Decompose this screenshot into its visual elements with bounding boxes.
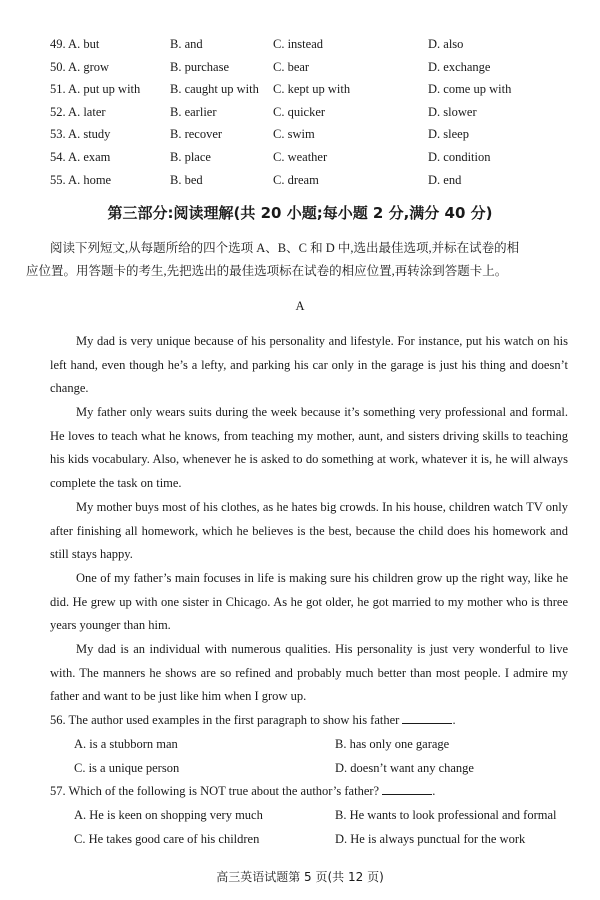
choice-d: D. doesn’t want any change [335, 761, 474, 775]
option-d: D. also [428, 37, 464, 51]
passage-paragraph: My dad is an individual with numerous qualities. His personality is just very wonderful to live with. The manners he shows are so refined and probably much better than most people. I admire my father and want to be just like him when I grow up. [50, 642, 568, 703]
instructions-line: 阅读下列短文,从每题所给的四个选项 A、B、C 和 D 中,选出最佳选项,并标在试卷的相 [50, 241, 520, 255]
option-b: B. place [170, 150, 211, 164]
option-b: B. bed [170, 173, 203, 187]
option-b: B. purchase [170, 60, 230, 74]
choice-a: A. He is keen on shopping very much [74, 808, 263, 822]
option-d: D. exchange [428, 60, 491, 74]
question-stem: 57. Which of the following is NOT true about the author’s father? [50, 784, 380, 798]
choice-b: B. He wants to look professional and formal [335, 808, 557, 822]
passage-paragraph: My mother buys most of his clothes, as he hates big crowds. In his house, children watch TV only after finishing all homework, which he believes is the best, because the child does his homework and still stays happy. [50, 500, 568, 561]
option-c: C. bear [273, 60, 310, 74]
option-row [0, 79, 600, 99]
passage-paragraph: One of my father’s main focuses in life is making sure his children grow up the right way, like he did. He grew up with one sister in Chicago. As he got older, he got married to my mother who is three years younger than him. [50, 571, 568, 632]
answer-blank [382, 782, 432, 795]
choice-a: A. is a stubborn man [74, 737, 178, 751]
option-b: B. recover [170, 127, 223, 141]
option-c: C. dream [273, 173, 319, 187]
question-57: 57. Which of the following is NOT true about the author’s father? . [50, 784, 436, 798]
option-b: B. caught up with [170, 82, 259, 96]
option-row [0, 124, 600, 144]
option-a: 54. A. exam [50, 150, 111, 164]
option-c: C. kept up with [273, 82, 351, 96]
option-b: B. and [170, 37, 203, 51]
option-a: 55. A. home [50, 173, 112, 187]
option-c: C. instead [273, 37, 323, 51]
option-a: 51. A. put up with [50, 82, 141, 96]
option-a: 52. A. later [50, 105, 106, 119]
option-a: 50. A. grow [50, 60, 110, 74]
instructions-line: 应位置。用答题卡的考生,先把选出的最佳选项标在试卷的相应位置,再转涂到答题卡上。 [26, 264, 508, 278]
option-row [0, 34, 600, 54]
answer-blank [402, 711, 452, 724]
option-a: 53. A. study [50, 127, 111, 141]
section-title: 第三部分:阅读理解(共 20 小题;每小题 2 分,满分 40 分) [107, 204, 493, 222]
option-row [0, 147, 600, 167]
passage-paragraph: My father only wears suits during the week because it’s something very professional and formal. He loves to teach what he knows, from teaching my mother, aunt, and sisters driving skills to teaching his kids vocabulary. Also, whenever he is asked to do something at work, whatever it is, he will always complete the task on time. [50, 405, 568, 490]
option-c: C. weather [273, 150, 328, 164]
option-d: D. slower [428, 105, 477, 119]
question-56: 56. The author used examples in the first paragraph to show his father . [50, 713, 456, 727]
page-footer: 高三英语试题第 5 页(共 12 页) [216, 870, 384, 884]
option-d: D. condition [428, 150, 491, 164]
choice-c: C. is a unique person [74, 761, 180, 775]
option-c: C. quicker [273, 105, 326, 119]
option-d: D. sleep [428, 127, 469, 141]
choice-d: D. He is always punctual for the work [335, 832, 526, 846]
passage-paragraph: My dad is very unique because of his personality and lifestyle. For instance, put his watch on his left hand, even though he’s a lefty, and parking his car only in the garage is just his thing and doesn’t change. [50, 334, 568, 395]
option-c: C. swim [273, 127, 315, 141]
option-row [0, 170, 600, 190]
choice-c: C. He takes good care of his children [74, 832, 260, 846]
option-d: D. end [428, 173, 462, 187]
option-row [0, 57, 600, 77]
option-row [0, 102, 600, 122]
option-d: D. come up with [428, 82, 512, 96]
question-stem: 56. The author used examples in the first paragraph to show his father [50, 713, 400, 727]
passage-letter: A [295, 299, 305, 313]
option-a: 49. A. but [50, 37, 100, 51]
choice-b: B. has only one garage [335, 737, 450, 751]
option-b: B. earlier [170, 105, 217, 119]
